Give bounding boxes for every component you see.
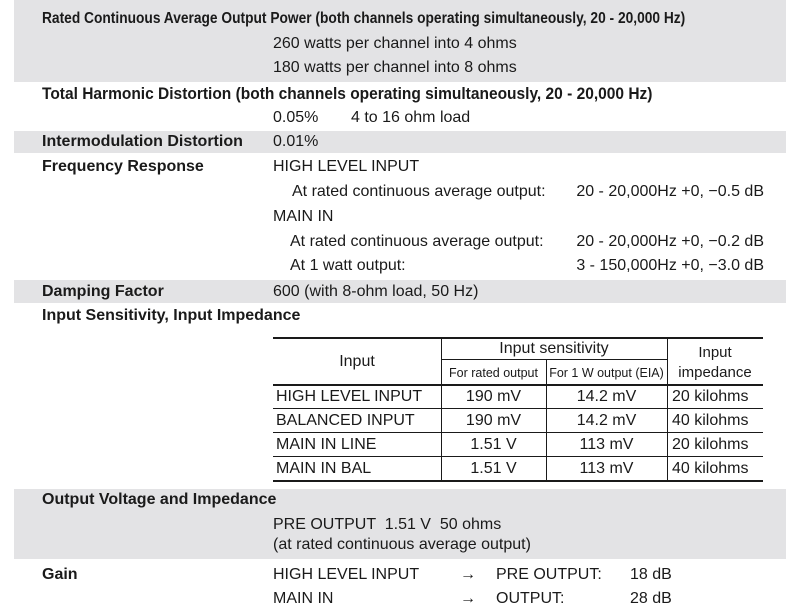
gain-row1-value: 18 dB [630, 566, 672, 583]
col-header-impedance-1: Input [698, 344, 732, 361]
freq-main-in: MAIN IN [273, 208, 334, 225]
gain-row2-value: 28 dB [630, 590, 672, 607]
table-row-1w: 14.2 mV [576, 412, 637, 429]
col-header-input: Input [339, 353, 375, 370]
table-row-rated: 190 mV [465, 412, 522, 429]
col-header-1w-output: For 1 W output (EIA) [549, 366, 664, 380]
rated-power-heading: Rated Continuous Average Output Power (both channels operating simultaneously, 20 - 20,000 Hz) [42, 10, 686, 27]
damping-factor-label: Damping Factor [42, 283, 164, 300]
thd-load: 4 to 16 ohm load [351, 109, 471, 126]
table-row-1w: 113 mV [579, 460, 634, 477]
gain-row2-dest: OUTPUT: [496, 590, 565, 607]
table-row-input: MAIN IN LINE [276, 436, 377, 453]
freq-main-1w-label: At 1 watt output: [290, 257, 406, 274]
damping-factor-value: 600 (with 8-ohm load, 50 Hz) [273, 283, 479, 300]
freq-main-1w-value: 3 - 150,000Hz +0, −3.0 dB [576, 257, 764, 274]
input-sensitivity-table [273, 337, 763, 481]
table-row-1w: 113 mV [579, 436, 634, 453]
thd-heading: Total Harmonic Distortion (both channels operating simultaneously, 20 - 20,000 Hz) [42, 85, 653, 103]
input-sensitivity-heading: Input Sensitivity, Input Impedance [42, 307, 301, 324]
table-row-rated: 190 mV [465, 388, 522, 405]
table-row-impedance: 40 kilohms [672, 412, 749, 429]
gain-row1-arrow: → [460, 566, 476, 583]
table-row-rated: 1.51 V [470, 436, 517, 453]
table-row-input: MAIN IN BAL [276, 460, 372, 477]
table-row-input: HIGH LEVEL INPUT [276, 388, 423, 405]
table-row-1w: 14.2 mV [576, 388, 637, 405]
gain-label: Gain [42, 566, 78, 583]
freq-main-rated-label: At rated continuous average output: [290, 233, 544, 250]
output-voltage-line1: PRE OUTPUT 1.51 V 50 ohms [273, 516, 502, 533]
freq-main-rated-value: 20 - 20,000Hz +0, −0.2 dB [576, 233, 764, 250]
table-row-rated: 1.51 V [470, 460, 517, 477]
gain-row2-arrow: → [460, 590, 476, 607]
gain-row1-source: HIGH LEVEL INPUT [273, 566, 420, 583]
table-row-impedance: 40 kilohms [672, 460, 749, 477]
rated-power-4ohm: 260 watts per channel into 4 ohms [273, 35, 517, 52]
table-row-impedance: 20 kilohms [672, 388, 749, 405]
frequency-response-label: Frequency Response [42, 158, 204, 175]
output-voltage-line2: (at rated continuous average output) [273, 536, 531, 553]
freq-high-rated-label: At rated continuous average output: [292, 183, 546, 200]
gain-row1-dest: PRE OUTPUT: [496, 566, 602, 583]
imd-value: 0.01% [273, 133, 319, 150]
rated-power-8ohm: 180 watts per channel into 8 ohms [273, 59, 517, 76]
table-row-input: BALANCED INPUT [276, 412, 415, 429]
freq-high-level-input: HIGH LEVEL INPUT [273, 158, 420, 175]
col-header-rated-output: For rated output [449, 366, 538, 380]
freq-high-rated-value: 20 - 20,000Hz +0, −0.5 dB [576, 183, 764, 200]
col-header-sensitivity: Input sensitivity [499, 340, 609, 357]
output-voltage-heading: Output Voltage and Impedance [42, 491, 277, 508]
table-row-impedance: 20 kilohms [672, 436, 749, 453]
imd-label: Intermodulation Distortion [42, 133, 243, 150]
thd-value: 0.05% [273, 109, 319, 126]
gain-row2-source: MAIN IN [273, 590, 334, 607]
col-header-impedance-2: impedance [678, 364, 752, 381]
